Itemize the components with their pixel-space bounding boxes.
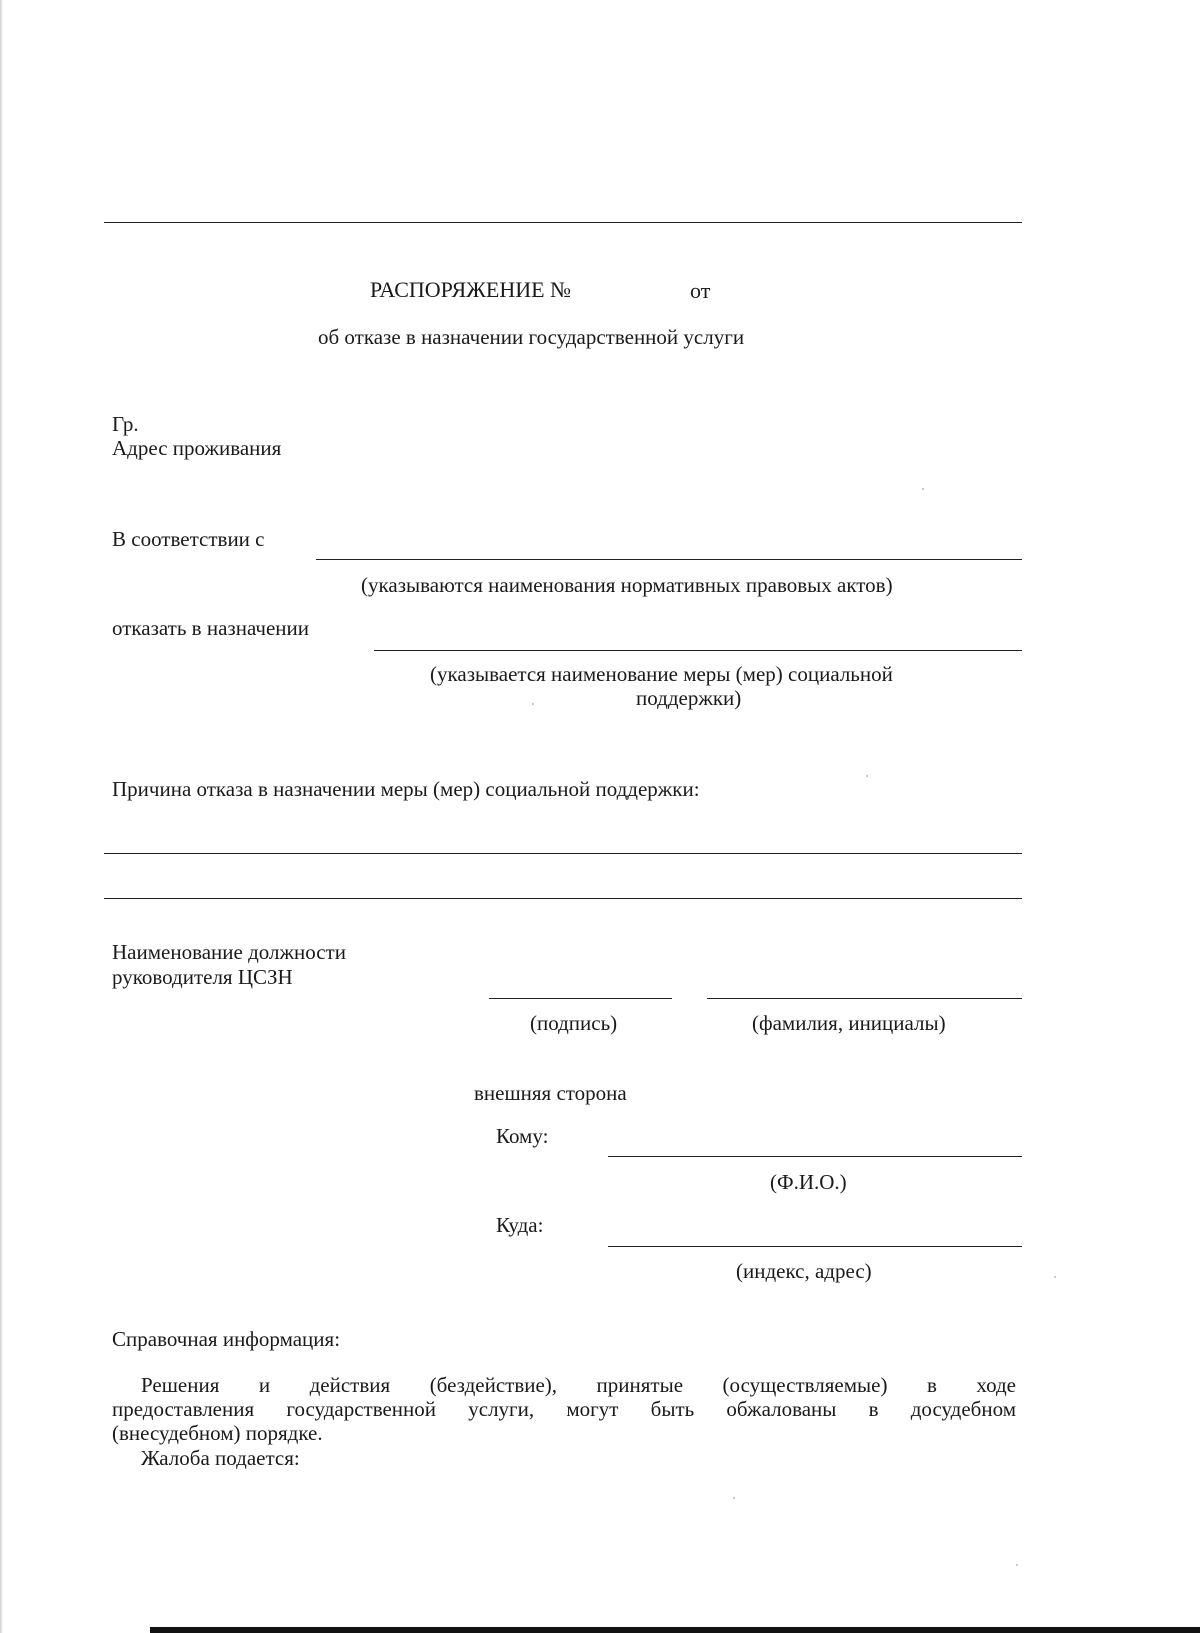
scan-speck (1016, 1564, 1018, 1566)
scan-speck (866, 775, 868, 777)
refuse-field-line (374, 650, 1022, 651)
accordance-hint: (указываются наименования нормативных правовых актов) (361, 573, 893, 597)
position-label-line1: Наименование должности (112, 940, 346, 964)
reason-line-1 (104, 853, 1022, 854)
reference-paragraph-line1: Решения и действия (бездействие), принятые (осуществляемые) в ходе (141, 1373, 1016, 1397)
scan-speck (1054, 1276, 1056, 1278)
citizen-label: Гр. (112, 412, 139, 436)
document-subtitle: об отказе в назначении государственной услуги (318, 325, 745, 349)
accordance-field-line (316, 559, 1022, 560)
document-title: РАСПОРЯЖЕНИЕ № (370, 277, 572, 302)
name-line (707, 998, 1022, 999)
header-rule (104, 222, 1022, 223)
accordance-label: В соответствии с (112, 527, 265, 551)
position-label-line2: руководителя ЦСЗН (112, 965, 293, 989)
to-label: Кому: (496, 1124, 549, 1148)
reason-line-2 (104, 898, 1022, 899)
reference-paragraph-line2: предоставления государственной услуги, могут быть обжалованы в досудебном (112, 1397, 1016, 1421)
address-label: Адрес проживания (112, 436, 282, 460)
where-field-line (608, 1246, 1022, 1247)
to-hint: (Ф.И.О.) (770, 1170, 847, 1194)
where-label: Куда: (496, 1213, 544, 1237)
name-hint: (фамилия, инициалы) (752, 1011, 946, 1035)
to-field-line (608, 1156, 1022, 1157)
scan-bottom-edge (150, 1627, 1200, 1633)
reason-label: Причина отказа в назначении меры (мер) социальной поддержки: (112, 777, 700, 801)
complaint-label: Жалоба подается: (141, 1446, 300, 1470)
refuse-label: отказать в назначении (112, 616, 310, 640)
scan-speck (922, 488, 924, 490)
where-hint: (индекс, адрес) (736, 1259, 872, 1283)
scan-speck (733, 1497, 735, 1499)
refuse-hint-line1: (указывается наименование меры (мер) социальной (430, 662, 893, 686)
signature-line (489, 998, 672, 999)
refuse-hint-line2: поддержки) (636, 686, 742, 710)
reference-paragraph-line3: (внесудебном) порядке. (112, 1421, 323, 1445)
outer-side-label: внешняя сторона (474, 1081, 627, 1105)
signature-hint: (подпись) (530, 1011, 618, 1035)
reference-heading: Справочная информация: (112, 1327, 341, 1351)
scan-left-edge (0, 0, 3, 1633)
scan-speck (532, 703, 534, 705)
document-title-from: от (690, 278, 711, 303)
